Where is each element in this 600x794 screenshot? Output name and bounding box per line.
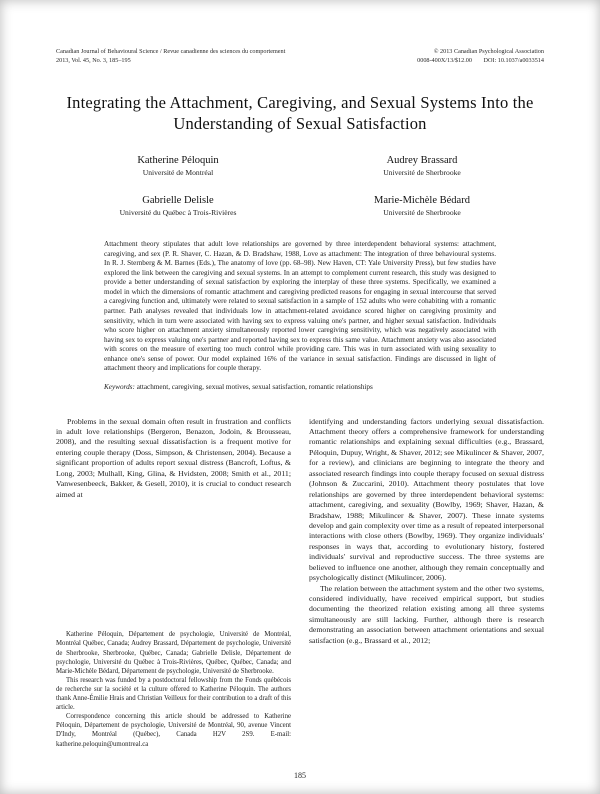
author-note-funding: This research was funded by a postdoctoral fellowship from the Fonds québécois de recherche sur la société et la culture offered to Katherine Péloquin. The authors thank Anne-Émilie Hrais and Christian Veilleux for their contribution to a draft of this article. xyxy=(56,676,291,712)
author-block xyxy=(300,154,544,178)
journal-info-block xyxy=(56,48,285,66)
author-name: Gabrielle Delisle xyxy=(142,194,214,206)
copyright-line: © 2013 Canadian Psychological Association xyxy=(433,48,544,55)
author-affiliation: Université de Sherbrooke xyxy=(383,207,461,217)
page-number: 185 xyxy=(294,771,306,780)
journal-name: Canadian Journal of Behavioural Science / Revue canadienne des sciences du comportement xyxy=(56,48,286,55)
author-name: Marie-Michèle Bédard xyxy=(374,194,470,206)
body-paragraph: The relation between the attachment system and the other two systems, considered individually, have received empirical support, but studies documenting the theorized relation existing among all three systems simultaneously are still lacking. Further, although there is research demonstrating an association between attachment orientations and sexual satisfaction (e.g., Brassard et al., 2012; xyxy=(309,583,544,645)
issn-doi-line xyxy=(417,57,544,66)
author-affiliation: Université de Montréal xyxy=(142,168,214,178)
author-list xyxy=(56,154,544,218)
author-block xyxy=(56,154,300,178)
body-paragraph: identifying and understanding factors underlying sexual dissatisfaction. Attachment theory offers a comprehensive framework for understanding romantic relationships and explaining sexual difficulties (e.g., Brassard, Péloquin, Dupuy, Wright, & Shaver, 2012; see Mikulincer & Shaver, 2007, for a review), and clinicians are beginning to integrate the theory and associated research findings into couple therapy focused on sexual distress (Johnson & Zuccarini, 2010). Attachment theory postulates that love relationships are governed by three interdependent behavioral systems: attachment, caregiving, and sexuality (Bowlby, 1969; Shaver, Hazan, & Bradshaw, 1988; Mikulincer & Shaver, 2007). These innate systems develop and gain complexity over time as a result of repeated interpersonal interactions with close others (Bowlby, 1969). They organize individuals' responses in ways that, according to evolutionary history, fostered individuals' survival and reproductive success. The three systems are believed to influence one another, although they remain conceptually and psychologically distinct (Mikulincer, 2006). xyxy=(309,416,544,583)
author-block xyxy=(56,194,300,218)
right-column xyxy=(309,417,544,749)
author-affiliation: Université de Sherbrooke xyxy=(383,168,461,178)
copyright-block xyxy=(417,48,544,66)
article-title: Integrating the Attachment, Caregiving, and Sexual Systems Into the Understanding of Sexual Satisfaction xyxy=(66,92,534,134)
journal-issue-line: 2013, Vol. 45, No. 3, 185–195 xyxy=(56,56,131,64)
author-note-affiliations: Katherine Péloquin, Département de psychologie, Université de Montréal, Montréal Québec, Canada; Audrey Brassard, Département de psychologie, Université de Sherbrooke, Sherbrooke, Québec, Canada; Gabrielle Delisle, Département de psychologie, Université du Québec à Trois-Rivières, Québec, Québec, Canada; and Marie-Michèle Bédard, Département de psychologie, Université de Sherbrooke. xyxy=(56,631,291,675)
abstract-text: Attachment theory stipulates that adult love relationships are governed by three interdependent behavioral systems: attachment, caregiving, and sex (P. R. Shaver, C. Hazan, & D. Bradshaw, 1988, Love as attachment: The integration of three behavioural systems. In R. J. Sternberg & M. Barnes (Eds.), The anatomy of love (pp. 68–98). New Haven, CT: Yale University Press), but few studies have explored the link between the caregiving and sexual systems. In an attempt to complement current research, this study was designed to provide a better understanding of sexual satisfaction by exploring the interplay of these three systems. Specifically, we examined a model in which the dimensions of romantic attachment and caregiving predicted reasons for engaging in sexual intercourse that served a caregiving function and, ultimately were related to sexual satisfaction in a sample of 152 adults who were cohabiting with a romantic partner. Path analyses revealed that individuals low in attachment-related avoidance scored higher on caregiving proximity and sensitivity, which in turn were associated with having sex to express valuing one's partner, and higher sexual satisfaction. Individuals who score higher on attachment anxiety simultaneously reported lower caregiving sensitivity, which was negatively associated with having sex to express valuing one's partner and reported having sex to express this same value. Attachment anxiety was also associated with scores on the measure of exerting too much control while providing care. This was in turn associated with using sexuality to enhance one's sense of power. Our model explained 16% of the variance in sexual satisfaction. Findings are discussed in light of attachment theory and implications for couple therapy. xyxy=(104,239,496,373)
left-column xyxy=(56,417,291,749)
issn-number: 0008-400X/13/$12.00 xyxy=(417,56,472,64)
author-note-correspondence: Correspondence concerning this article should be addressed to Katherine Péloquin, Département de psychologie, Université de Montréal, 90, avenue Vincent D'Indy, Montréal (Québec), Canada H2V 2S9. E-mail: katherine.peloquin@umontreal.ca xyxy=(56,713,291,748)
author-name: Katherine Péloquin xyxy=(137,155,219,167)
keywords-text: attachment, caregiving, sexual motives, sexual satisfaction, romantic relationships xyxy=(136,383,373,392)
keywords-label: Keywords: xyxy=(104,383,135,392)
doi-number: DOI: 10.1037/a0033514 xyxy=(483,56,544,64)
journal-masthead xyxy=(56,48,544,66)
author-name: Audrey Brassard xyxy=(386,155,458,167)
author-note xyxy=(56,630,291,748)
keywords-line xyxy=(104,383,496,393)
body-columns xyxy=(56,417,544,749)
author-affiliation: Université du Québec à Trois-Rivières xyxy=(119,207,237,217)
body-paragraph: Problems in the sexual domain often result in frustration and conflicts in adult love relationships (Bergeron, Benazon, Jodoin, & Brousseau, 2008), and the resulting sexual dissatisfaction is a frequent motive for entering couple therapy (Doss, Simpson, & Christensen, 2004). Because a significant proportion of adults report sexual distress (Bancroft, Loftus, & Long, 2003; Mulhall, King, Glina, & Hvidsten, 2008; Smith et al., 2011; Vanwesenbeeck, Bakker, & Gesell, 2010), it is crucial to conduct research aimed at xyxy=(56,416,291,499)
author-block xyxy=(300,194,544,218)
